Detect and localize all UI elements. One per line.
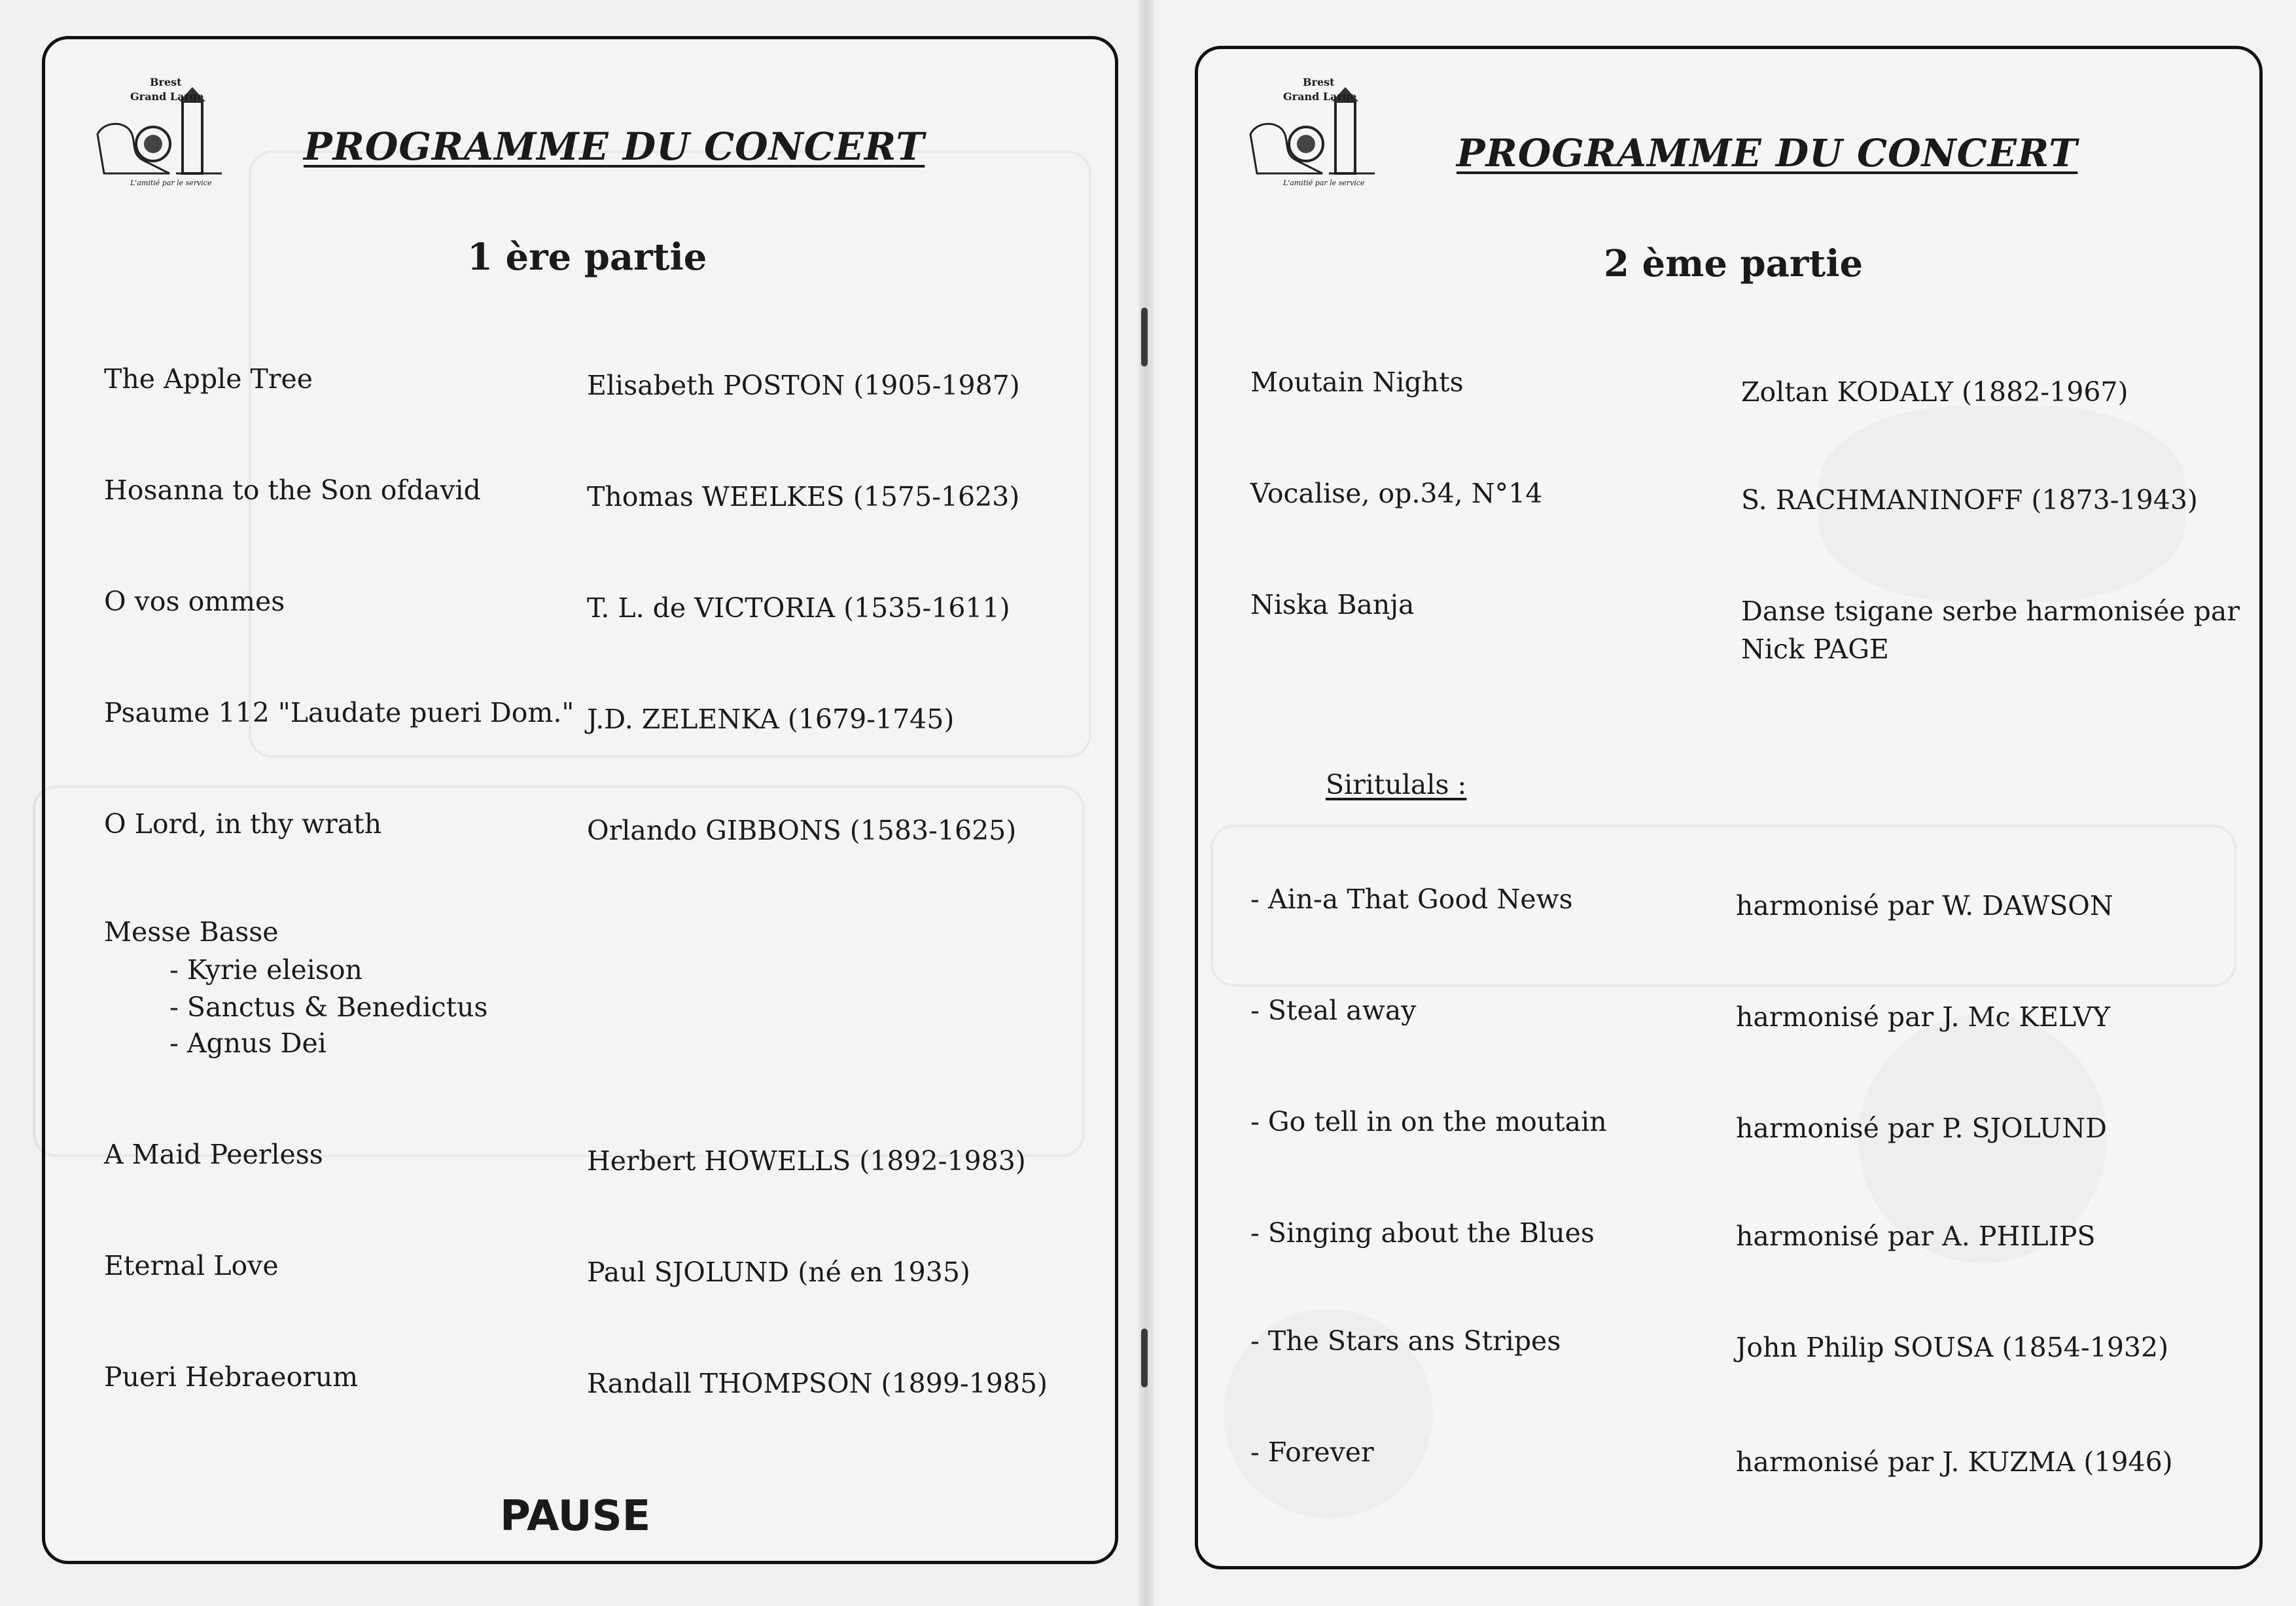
- page-title: PROGRAMME DU CONCERT: [1457, 131, 2078, 175]
- program-page-part-1: [42, 36, 1118, 1564]
- composer: Orlando GIBBONS (1583-1625): [587, 815, 1017, 846]
- pause-label: PAUSE: [500, 1492, 651, 1541]
- work-title: Messe Basse: [104, 916, 279, 948]
- composer: S. RACHMANINOFF (1873-1943): [1741, 484, 2198, 516]
- composer-line-2: Nick PAGE: [1741, 633, 1889, 665]
- composer: J.D. ZELENKA (1679-1745): [587, 704, 955, 735]
- work-title: Moutain Nights: [1250, 366, 1464, 398]
- logo-motto: L'amitié par le service: [130, 179, 212, 187]
- mass-movement: - Kyrie eleison: [169, 954, 362, 986]
- composer: Paul SJOLUND (né en 1935): [587, 1257, 970, 1288]
- work-title: Pueri Hebraeorum: [104, 1361, 359, 1393]
- composer-line-1: Danse tsigane serbe harmonisée par: [1741, 596, 2240, 627]
- arranger: harmonisé par W. DAWSON: [1736, 890, 2113, 921]
- part-heading: 2 ème partie: [1604, 242, 1863, 285]
- logo-line-2: Grand Large: [1283, 90, 1357, 103]
- spiritual-title: - Forever: [1250, 1436, 1374, 1468]
- logo-line-2: Grand Large: [130, 90, 204, 103]
- spiritual-title: - Ain-a That Good News: [1250, 883, 1573, 915]
- page-title: PROGRAMME DU CONCERT: [304, 124, 925, 169]
- composer: Randall THOMPSON (1899-1985): [587, 1368, 1048, 1399]
- composer: Zoltan KODALY (1882-1967): [1741, 376, 2128, 408]
- spirituals-heading: Siritulals :: [1326, 769, 1467, 800]
- composer: T. L. de VICTORIA (1535-1611): [587, 592, 1010, 624]
- spiritual-title: - Steal away: [1250, 995, 1417, 1026]
- spiritual-title: - The Stars ans Stripes: [1250, 1325, 1561, 1357]
- mass-movement: - Agnus Dei: [169, 1027, 327, 1059]
- club-logo: [1244, 75, 1375, 193]
- staple-top: [1141, 308, 1148, 366]
- work-title: Hosanna to the Son ofdavid: [104, 474, 481, 506]
- composer: Herbert HOWELLS (1892-1983): [587, 1145, 1026, 1177]
- work-title: Niska Banja: [1250, 589, 1415, 620]
- work-title: The Apple Tree: [104, 363, 313, 395]
- mass-movement: - Sanctus & Benedictus: [169, 991, 488, 1023]
- logo-motto: L'amitié par le service: [1283, 179, 1365, 187]
- work-title: O vos ommes: [104, 586, 285, 617]
- logo-line-1: Brest: [150, 76, 182, 88]
- work-title: Vocalise, op.34, N°14: [1250, 478, 1543, 509]
- composer: Thomas WEELKES (1575-1623): [587, 481, 1020, 512]
- arranger: harmonisé par J. KUZMA (1946): [1736, 1446, 2173, 1478]
- arranger: harmonisé par J. Mc KELVY: [1736, 1001, 2111, 1033]
- arranger: harmonisé par P. SJOLUND: [1736, 1113, 2107, 1144]
- arranger: harmonisé par A. PHILIPS: [1736, 1221, 2096, 1252]
- spiritual-title: - Singing about the Blues: [1250, 1217, 1595, 1249]
- part-heading: 1 ère partie: [467, 236, 707, 279]
- program-page-part-2: [1195, 46, 2263, 1569]
- staple-bottom: [1141, 1329, 1148, 1387]
- work-title: O Lord, in thy wrath: [104, 808, 382, 840]
- arranger: John Philip SOUSA (1854-1932): [1736, 1332, 2169, 1363]
- club-logo: [91, 75, 222, 193]
- work-title: Psaume 112 "Laudate pueri Dom.": [104, 697, 574, 728]
- logo-line-1: Brest: [1303, 76, 1335, 88]
- work-title: Eternal Love: [104, 1250, 279, 1281]
- spiritual-title: - Go tell in on the moutain: [1250, 1106, 1607, 1137]
- composer: Elisabeth POSTON (1905-1987): [587, 370, 1020, 401]
- work-title: A Maid Peerless: [104, 1139, 323, 1170]
